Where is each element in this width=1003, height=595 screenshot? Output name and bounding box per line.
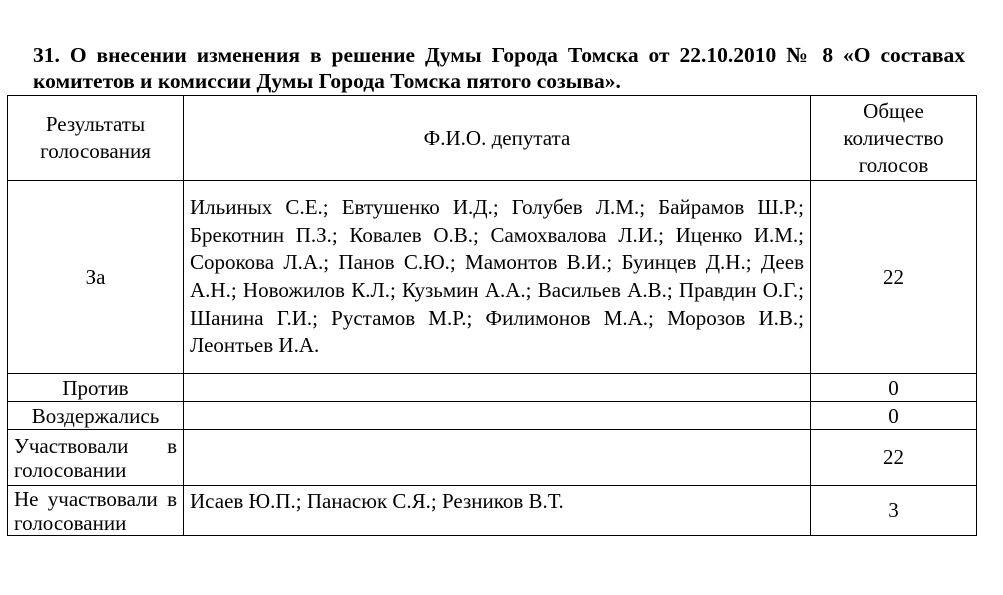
header-deputy: Ф.И.О. депутата <box>184 96 811 181</box>
document-heading: 31. О внесении изменения в решение Думы Города Томска от 22.10.2010 № 8 «О составах комитетов и комиссии Думы Города Томска пятого созыва». <box>33 43 965 93</box>
row-names: Исаев Ю.П.; Панасюк С.Я.; Резников В.Т. <box>184 486 811 536</box>
row-label: Воздержались <box>8 402 184 430</box>
row-label: Участвовали в голосовании <box>8 430 184 486</box>
row-label: За <box>8 181 184 374</box>
header-total: Общее количество голосов <box>811 96 977 181</box>
header-results: Результаты голосования <box>8 96 184 181</box>
table-row-participated <box>8 430 977 486</box>
table-row-against <box>8 374 977 402</box>
row-count: 0 <box>811 402 977 430</box>
table-row-za <box>8 181 977 374</box>
row-count: 22 <box>811 430 977 486</box>
row-count: 22 <box>811 181 977 374</box>
row-count: 0 <box>811 374 977 402</box>
row-names <box>184 374 811 402</box>
voting-results-table <box>7 95 977 536</box>
row-label: Не участвовали в голосовании <box>8 486 184 536</box>
row-names <box>184 430 811 486</box>
row-names <box>184 402 811 430</box>
row-names: Ильиных С.Е.; Евтушенко И.Д.; Голубев Л.М.; Байрамов Ш.Р.; Брекотнин П.З.; Ковалев О.В.; Самохвалова Л.И.; Иценко И.М.; Сорокова Л.А.; Панов С.Ю.; Мамонтов В.И.; Буинцев Д.Н.; Деев А.Н.; Новожилов К.Л.; Кузьмин А.А.; Васильев А.В.; Правдин О.Г.; Шанина Г.И.; Рустамов М.Р.; Филимонов М.А.; Морозов И.В.; Леонтьев И.А. <box>184 181 811 374</box>
table-row-not-participated <box>8 486 977 536</box>
row-label: Против <box>8 374 184 402</box>
row-count: 3 <box>811 486 977 536</box>
table-row-abstained <box>8 402 977 430</box>
table-header-row <box>8 96 977 181</box>
